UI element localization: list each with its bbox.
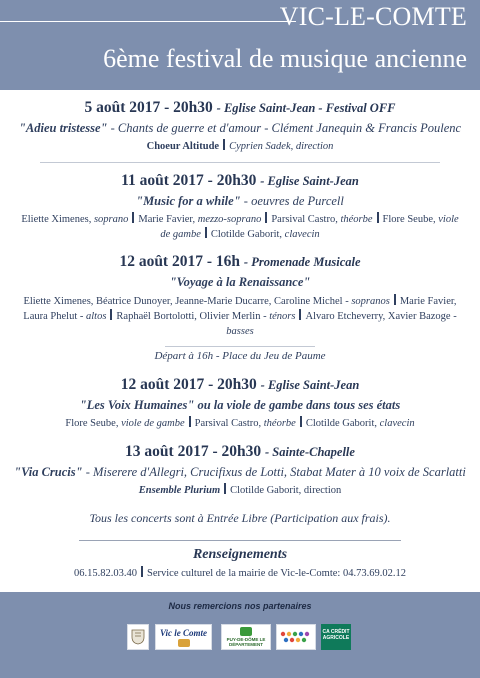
header-rule [0, 21, 296, 22]
sopranos-label: sopranos [351, 296, 390, 307]
contact-title: Renseignements [192, 547, 288, 562]
concert-3-performers: Eliette Ximenes, Béatrice Dunoyer, Jeanne-Marie Ducarre, Caroline Michel - sopranos Marie Favier, Laura Phelut - altos Raphaël Bortolotti, Olivier Merlin - ténors Alvaro Etcheverry, Xavier Bazoge - basses [23, 296, 457, 337]
contact-section [0, 540, 480, 581]
basses-names: Alvaro Etcheverry, Xavier Bazoge [305, 311, 451, 322]
divider [79, 540, 401, 541]
performer-name: Marie Favier, [138, 214, 196, 225]
puy-de-dome-logo-text: PUY-DE-DÔME LE DÉPARTEMENT [226, 637, 266, 647]
concert-1-program-detail: - Chants de guerre et d'amour - Clément Janequin & Francis Poulenc [110, 121, 462, 135]
concert-1-venue: - Eglise Saint-Jean - Festival OFF [216, 101, 396, 115]
concert-5-program [0, 464, 480, 481]
concert-1-director: Cyprien Sadek, direction [229, 141, 334, 152]
sopranos-names: Eliette Ximenes, Béatrice Dunoyer, Jeanne-Marie Ducarre, Caroline Michel [23, 296, 343, 307]
concert-5-program-title: "Via Crucis" [14, 465, 83, 479]
dots-icon [279, 630, 313, 644]
performer-role: mezzo-soprano [197, 214, 262, 225]
altos-label: altos [86, 311, 107, 322]
concert-3-program-title: "Voyage à la Renaissance" [169, 275, 311, 289]
concert-5-director: Clotilde Gaborit, direction [230, 485, 342, 496]
performer-role: viole de gambe [121, 418, 185, 429]
concert-4-heading [0, 375, 480, 395]
concert-2 [0, 163, 480, 242]
concert-5-performers [0, 483, 480, 498]
concert-4-venue: - Eglise Saint-Jean [260, 378, 360, 392]
divider [165, 346, 315, 347]
concert-1-date: 5 août 2017 - 20h30 [84, 99, 213, 116]
separator [110, 309, 112, 320]
concert-5-venue: - Sainte-Chapelle [265, 445, 355, 459]
concert-1-heading [0, 98, 480, 118]
crest-logo [127, 624, 149, 650]
header-banner [0, 0, 480, 90]
credit-agricole-logo-text: CA CRÉDIT AGRICOLE [322, 629, 350, 641]
concert-4-program-detail: ou la viole de gambe dans tous ses états [197, 398, 401, 412]
performer-role: soprano [93, 214, 129, 225]
performer-role: viole de gambe [160, 214, 459, 240]
vic-le-comte-logo-text: Vic le Comte [160, 628, 207, 638]
performer-role: clavecin [379, 418, 415, 429]
concert-2-program-detail: - oeuvres de Purcell [243, 194, 344, 208]
festival-title: 6ème festival de musique ancienne [103, 44, 467, 73]
separator [132, 212, 134, 223]
performer-name: Clotilde Gaborit, [210, 229, 283, 240]
concert-5 [0, 431, 480, 498]
concert-4-date: 12 août 2017 - 20h30 [120, 376, 257, 393]
partners-banner [0, 592, 480, 678]
concert-3-venue: - Promenade Musicale [243, 255, 361, 269]
colorful-dots-logo [276, 624, 316, 650]
concert-1 [0, 90, 480, 154]
concert-3-date: 12 août 2017 - 16h [119, 253, 241, 270]
free-entry-note: Tous les concerts sont à Entrée Libre (Participation aux frais). [89, 511, 391, 525]
separator [189, 416, 191, 427]
concert-4-program [0, 397, 480, 414]
concert-list [0, 90, 480, 527]
concert-3-departure: Départ à 16h - Place du Jeu de Paume [154, 350, 326, 362]
performer-name: Flore Seube, [382, 214, 436, 225]
contact-line [0, 566, 480, 581]
concert-3-program [0, 274, 480, 291]
concert-1-program-title: "Adieu tristesse" [18, 121, 108, 135]
tenors-names: Raphaël Bortolotti, Olivier Merlin [116, 311, 261, 322]
performer-name: Clotilde Gaborit, [305, 418, 378, 429]
basses-label: basses [226, 326, 254, 337]
concert-4-venue-text: Eglise Saint-Jean [267, 378, 360, 392]
performer-name: Eliette Ximenes, [21, 214, 92, 225]
vic-le-comte-logo [155, 624, 212, 650]
puy-de-dome-mark [240, 627, 252, 636]
separator [265, 212, 267, 223]
concert-3-venue-text: Promenade Musicale [251, 255, 361, 269]
partners-title: Nous remercions nos partenaires [168, 601, 312, 611]
separator [394, 294, 396, 305]
tenors-label: ténors [269, 311, 296, 322]
puy-de-dome-logo [221, 624, 271, 650]
separator [300, 416, 302, 427]
performer-role: théorbe [263, 418, 296, 429]
performer-role: clavecin [284, 229, 320, 240]
separator [299, 309, 301, 320]
credit-agricole-logo [321, 624, 351, 650]
concert-2-program [0, 193, 480, 210]
concert-5-ensemble: Ensemble Plurium [138, 485, 221, 496]
concert-5-date: 13 août 2017 - 20h30 [125, 443, 262, 460]
concert-2-date: 11 août 2017 - 20h30 [121, 172, 257, 189]
concert-5-program-detail: - Miserere d'Allegri, Crucifixus de Lotti, Stabat Mater à 10 voix de Scarlatti [85, 465, 466, 479]
performer-name: Flore Seube, [65, 418, 119, 429]
concert-3-heading [0, 252, 480, 272]
concert-4-program-title: "Les Voix Humaines" [79, 398, 195, 412]
performer-role: théorbe [340, 214, 373, 225]
separator [224, 483, 226, 494]
city-name: VIC-LE-COMTE [279, 2, 467, 31]
performer-name: Parsival Castro, [194, 418, 262, 429]
concert-1-venue-text: Eglise Saint-Jean - Festival OFF [223, 101, 396, 115]
concert-2-program-title: "Music for a while" [136, 194, 241, 208]
singer-name: Marie Favier, [399, 296, 457, 307]
concert-2-performers [0, 212, 480, 242]
performer-name: Parsival Castro, [271, 214, 338, 225]
separator [205, 227, 207, 238]
separator [223, 139, 225, 150]
concert-3 [0, 242, 480, 364]
crest-icon [131, 629, 145, 645]
contact-service: Service culturel de la mairie de Vic-le-Comte: 04.73.69.02.12 [147, 568, 406, 579]
concert-5-heading [0, 442, 480, 462]
separator [141, 566, 143, 577]
contact-phone: 06.15.82.03.40 [74, 568, 137, 579]
separator [377, 212, 379, 223]
concert-4-performers [0, 416, 480, 431]
concert-2-venue-text: Eglise Saint-Jean [267, 174, 359, 188]
concert-1-ensemble: Choeur Altitude [146, 141, 220, 152]
singer-name: Laura Phelut [23, 311, 78, 322]
concert-2-heading [0, 171, 480, 191]
concert-1-program [0, 120, 480, 137]
vic-le-comte-logo-mark [178, 639, 190, 647]
concert-2-venue: - Eglise Saint-Jean [260, 174, 359, 188]
concert-4 [0, 364, 480, 431]
concert-5-venue-text: Sainte-Chapelle [272, 445, 355, 459]
concert-1-performers [0, 139, 480, 154]
